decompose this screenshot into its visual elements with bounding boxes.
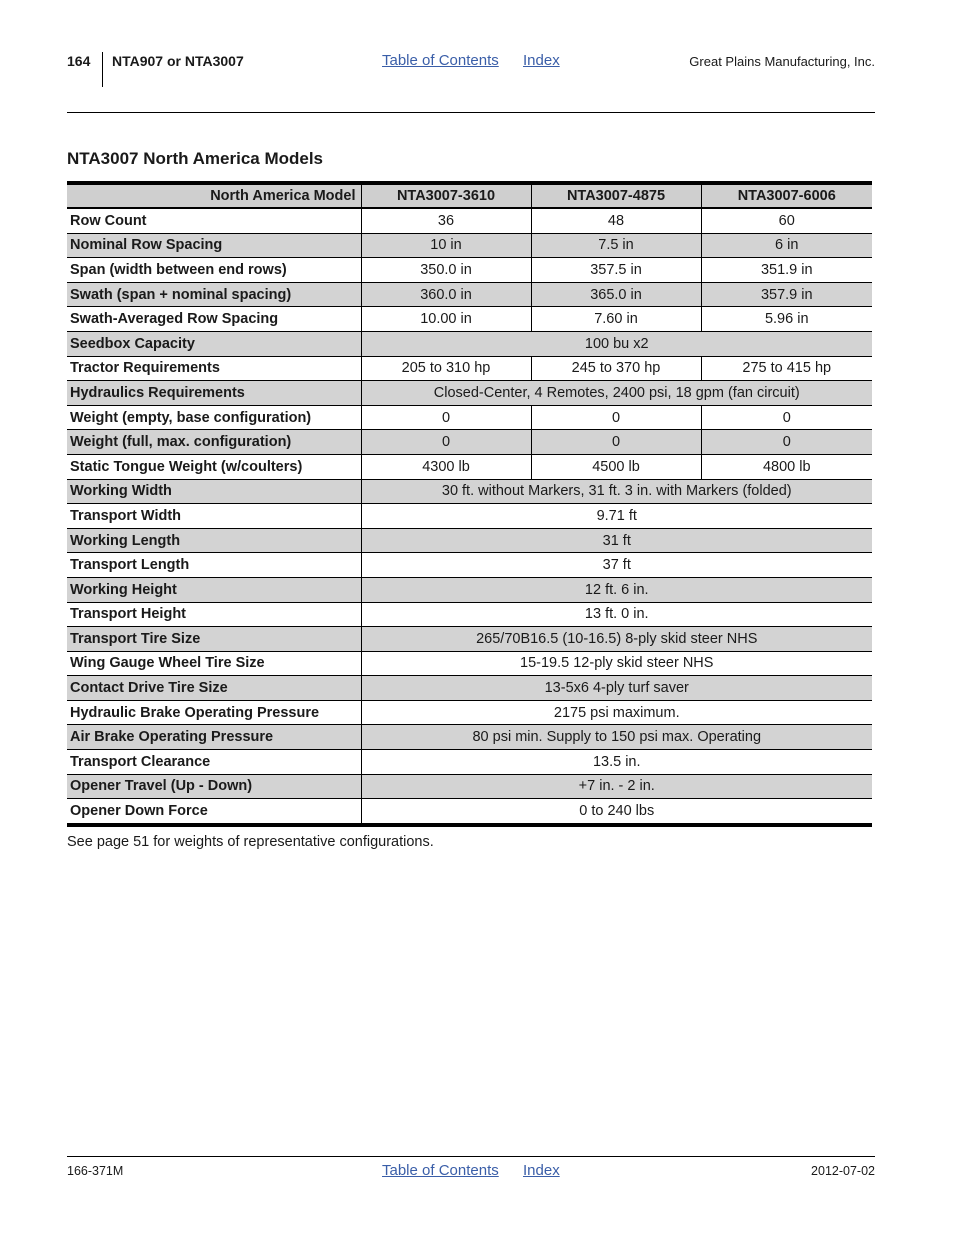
table-cell: 0 xyxy=(531,405,701,430)
row-label: Hydraulics Requirements xyxy=(67,381,361,406)
footnote: See page 51 for weights of representative configurations. xyxy=(67,834,434,850)
table-cell: 365.0 in xyxy=(531,282,701,307)
table-cell: 4800 lb xyxy=(701,454,872,479)
specifications-table xyxy=(67,181,872,827)
table-cell: 275 to 415 hp xyxy=(701,356,872,381)
table-row xyxy=(67,479,872,504)
table-row xyxy=(67,504,872,529)
table-row xyxy=(67,430,872,455)
column-header: NTA3007-4875 xyxy=(531,183,701,208)
table-row xyxy=(67,553,872,578)
table-cell: Closed-Center, 4 Remotes, 2400 psi, 18 gpm (fan circuit) xyxy=(361,381,872,406)
header-title: NTA907 or NTA3007 xyxy=(112,53,244,69)
table-cell: 351.9 in xyxy=(701,258,872,283)
table-cell: 15-19.5 12-ply skid steer NHS xyxy=(361,651,872,676)
table-cell: 48 xyxy=(531,208,701,233)
table-row xyxy=(67,799,872,825)
table-cell: 0 xyxy=(531,430,701,455)
table-row xyxy=(67,233,872,258)
row-label: Opener Down Force xyxy=(67,799,361,825)
row-label: Transport Height xyxy=(67,602,361,627)
row-label: Span (width between end rows) xyxy=(67,258,361,283)
header-rule xyxy=(67,112,875,113)
row-label: Row Count xyxy=(67,208,361,233)
table-row xyxy=(67,356,872,381)
table-cell: 31 ft xyxy=(361,528,872,553)
document-number: 166-371M xyxy=(67,1164,124,1178)
table-row xyxy=(67,725,872,750)
table-row xyxy=(67,528,872,553)
row-label: Working Height xyxy=(67,577,361,602)
table-row xyxy=(67,405,872,430)
table-row xyxy=(67,602,872,627)
row-label: Weight (empty, base configuration) xyxy=(67,405,361,430)
table-cell: 13-5x6 4-ply turf saver xyxy=(361,676,872,701)
table-cell: 205 to 310 hp xyxy=(361,356,531,381)
table-cell: 36 xyxy=(361,208,531,233)
section-title: NTA3007 North America Models xyxy=(67,149,324,168)
row-label: Swath (span + nominal spacing) xyxy=(67,282,361,307)
table-cell: 0 xyxy=(361,405,531,430)
table-row xyxy=(67,774,872,799)
table-cell: 9.71 ft xyxy=(361,504,872,529)
company-name: Great Plains Manufacturing, Inc. xyxy=(689,54,875,69)
row-label: Air Brake Operating Pressure xyxy=(67,725,361,750)
header-divider xyxy=(102,52,103,87)
row-label: Swath-Averaged Row Spacing xyxy=(67,307,361,332)
column-header: North America Model xyxy=(67,183,361,208)
table-cell: 0 xyxy=(361,430,531,455)
table-cell: 10 in xyxy=(361,233,531,258)
table-cell: 37 ft xyxy=(361,553,872,578)
table-row xyxy=(67,700,872,725)
row-label: Working Width xyxy=(67,479,361,504)
table-row xyxy=(67,381,872,406)
page-number: 164 xyxy=(67,53,91,69)
table-cell: 245 to 370 hp xyxy=(531,356,701,381)
row-label: Nominal Row Spacing xyxy=(67,233,361,258)
table-cell: 100 bu x2 xyxy=(361,331,872,356)
header-index-link[interactable]: Index xyxy=(523,52,560,69)
publication-date: 2012-07-02 xyxy=(811,1164,875,1178)
table-cell: 2175 psi maximum. xyxy=(361,700,872,725)
table-row xyxy=(67,651,872,676)
table-cell: 13.5 in. xyxy=(361,750,872,775)
table-cell: 0 xyxy=(701,430,872,455)
table-cell: 12 ft. 6 in. xyxy=(361,577,872,602)
table-cell: 6 in xyxy=(701,233,872,258)
row-label: Opener Travel (Up - Down) xyxy=(67,774,361,799)
table-row xyxy=(67,307,872,332)
column-header: NTA3007-6006 xyxy=(701,183,872,208)
footer-rule xyxy=(67,1156,875,1157)
header-toc-link[interactable]: Table of Contents xyxy=(382,52,499,69)
table-cell: 60 xyxy=(701,208,872,233)
row-label: Wing Gauge Wheel Tire Size xyxy=(67,651,361,676)
table-cell: 360.0 in xyxy=(361,282,531,307)
table-cell: 7.5 in xyxy=(531,233,701,258)
table-cell: 10.00 in xyxy=(361,307,531,332)
table-row xyxy=(67,208,872,233)
table-cell: 0 xyxy=(701,405,872,430)
row-label: Working Length xyxy=(67,528,361,553)
row-label: Transport Tire Size xyxy=(67,627,361,652)
table-row xyxy=(67,577,872,602)
table-cell: 4500 lb xyxy=(531,454,701,479)
footer-index-link[interactable]: Index xyxy=(523,1162,560,1179)
table-row xyxy=(67,627,872,652)
row-label: Tractor Requirements xyxy=(67,356,361,381)
row-label: Transport Clearance xyxy=(67,750,361,775)
column-header: NTA3007-3610 xyxy=(361,183,531,208)
table-cell: 357.5 in xyxy=(531,258,701,283)
table-cell: +7 in. - 2 in. xyxy=(361,774,872,799)
table-cell: 357.9 in xyxy=(701,282,872,307)
table-cell: 80 psi min. Supply to 150 psi max. Operating xyxy=(361,725,872,750)
row-label: Transport Width xyxy=(67,504,361,529)
row-label: Seedbox Capacity xyxy=(67,331,361,356)
table-cell: 0 to 240 lbs xyxy=(361,799,872,825)
table-cell: 13 ft. 0 in. xyxy=(361,602,872,627)
table-row xyxy=(67,676,872,701)
table-header-row xyxy=(67,183,872,208)
row-label: Transport Length xyxy=(67,553,361,578)
table-cell: 30 ft. without Markers, 31 ft. 3 in. with Markers (folded) xyxy=(361,479,872,504)
row-label: Weight (full, max. configuration) xyxy=(67,430,361,455)
table-row xyxy=(67,750,872,775)
table-row xyxy=(67,454,872,479)
table-row xyxy=(67,258,872,283)
table-row xyxy=(67,331,872,356)
table-cell: 350.0 in xyxy=(361,258,531,283)
row-label: Static Tongue Weight (w/coulters) xyxy=(67,454,361,479)
table-cell: 5.96 in xyxy=(701,307,872,332)
row-label: Hydraulic Brake Operating Pressure xyxy=(67,700,361,725)
table-row xyxy=(67,282,872,307)
row-label: Contact Drive Tire Size xyxy=(67,676,361,701)
table-cell: 7.60 in xyxy=(531,307,701,332)
table-cell: 4300 lb xyxy=(361,454,531,479)
table-cell: 265/70B16.5 (10-16.5) 8-ply skid steer NHS xyxy=(361,627,872,652)
page-header xyxy=(0,52,954,92)
footer-toc-link[interactable]: Table of Contents xyxy=(382,1162,499,1179)
